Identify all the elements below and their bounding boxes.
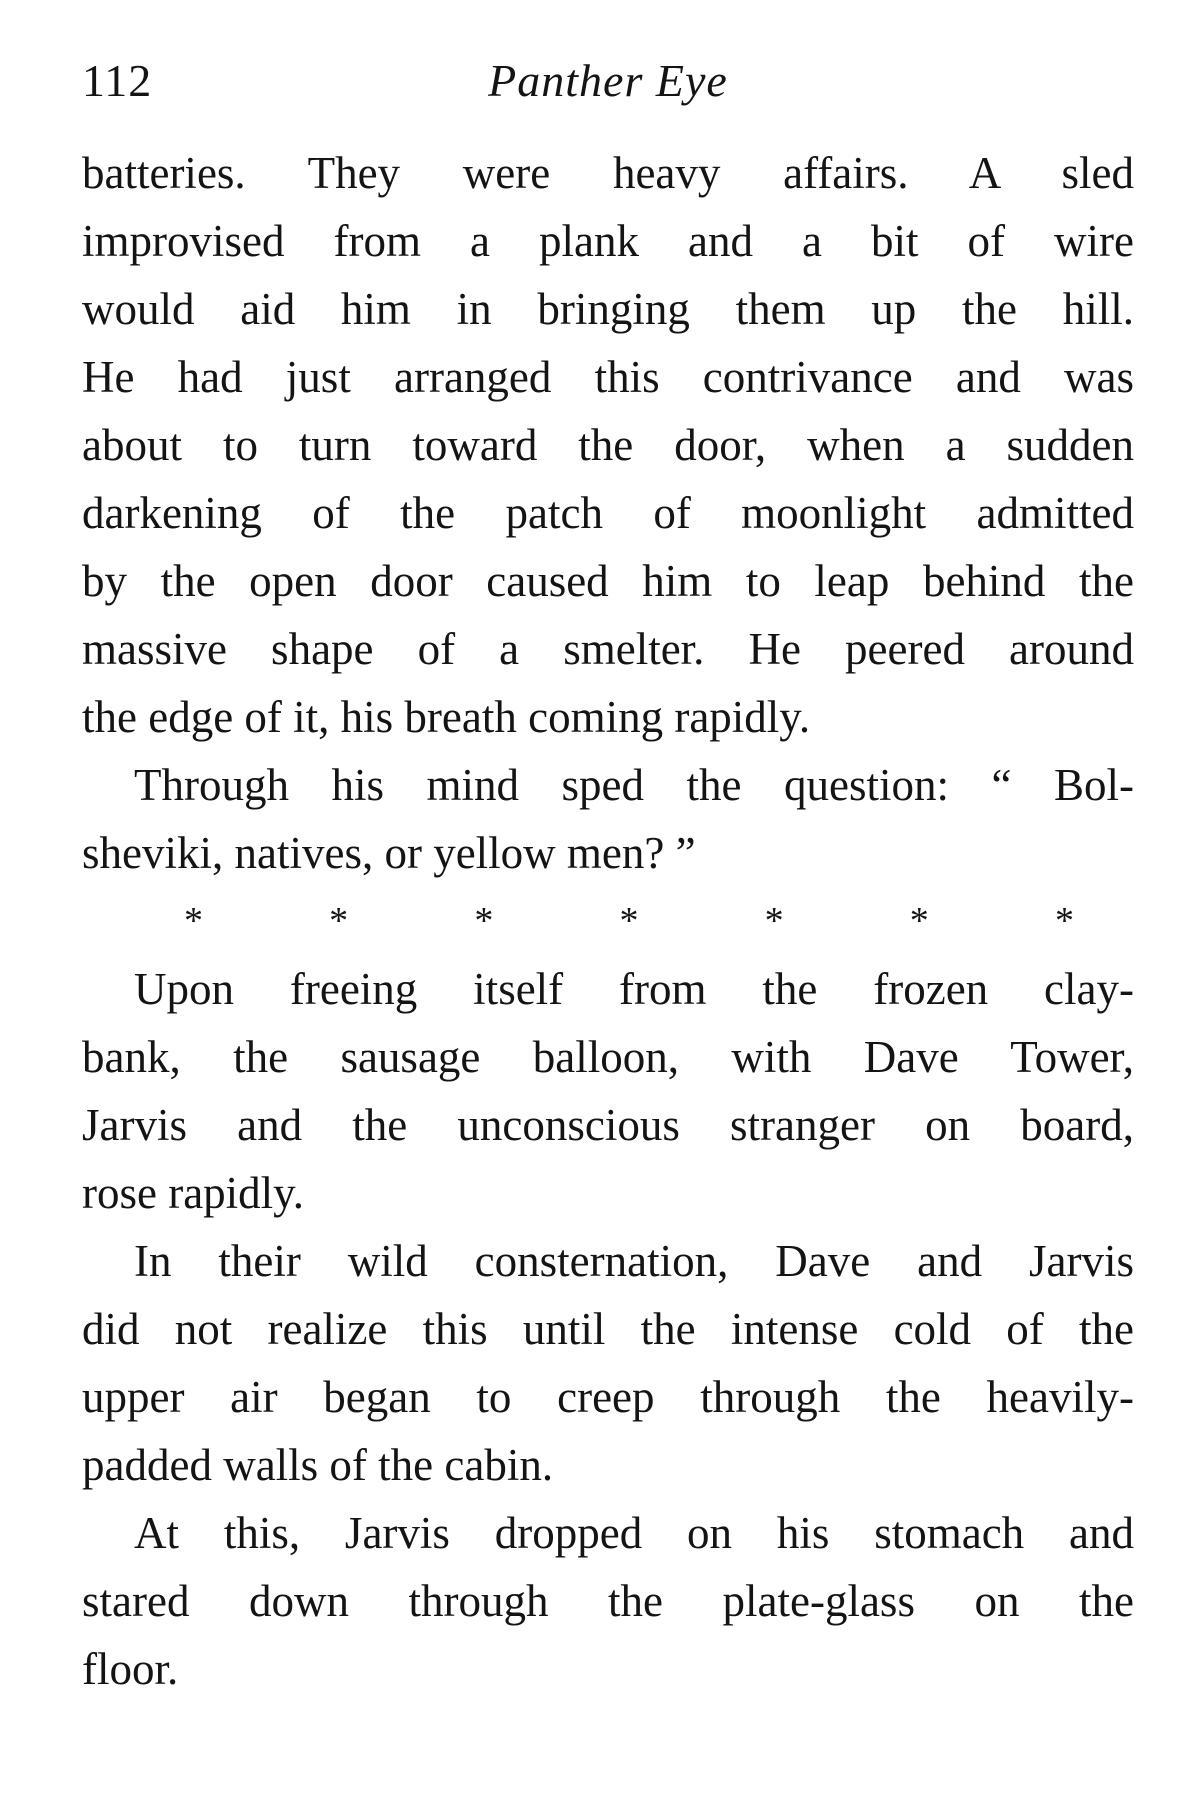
paragraph — [82, 751, 1134, 887]
text-line: upper air began to creep through the heavily- — [82, 1372, 1134, 1422]
text-line: At this, Jarvis dropped on his stomach and — [134, 1508, 1134, 1558]
body-text — [82, 139, 1134, 1703]
running-title: Panther Eye — [488, 55, 728, 106]
section-break — [82, 887, 1134, 955]
text-line: floor. — [82, 1644, 179, 1694]
section-break-asterisk: * — [1054, 900, 1074, 942]
text-line: improvised from a plank and a bit of wire — [82, 216, 1134, 266]
text-line: Upon freeing itself from the frozen clay- — [134, 964, 1134, 1014]
text-line: Jarvis and the unconscious stranger on board, — [82, 1100, 1134, 1150]
text-line: batteries. They were heavy affairs. A sled — [82, 148, 1134, 198]
section-break-asterisk: * — [329, 900, 349, 942]
text-line: darkening of the patch of moonlight admitted — [82, 488, 1134, 538]
paragraph — [82, 1499, 1134, 1703]
text-line: about to turn toward the door, when a sudden — [82, 420, 1134, 470]
text-line: did not realize this until the intense cold of the — [82, 1304, 1134, 1354]
section-break-asterisk: * — [474, 900, 494, 942]
paragraph — [82, 955, 1134, 1227]
section-break-asterisk: * — [619, 900, 639, 942]
paragraph — [82, 1227, 1134, 1499]
text-line: bank, the sausage balloon, with Dave Tower, — [82, 1032, 1134, 1082]
text-line: padded walls of the cabin. — [82, 1440, 554, 1490]
text-line: the edge of it, his breath coming rapidly. — [82, 692, 811, 742]
text-line: would aid him in bringing them up the hill. — [82, 284, 1134, 334]
section-break-asterisk: * — [909, 900, 929, 942]
paragraph — [82, 139, 1134, 751]
page-header — [82, 46, 1134, 116]
text-line: stared down through the plate-glass on the — [82, 1576, 1134, 1626]
text-line: In their wild consternation, Dave and Jarvis — [134, 1236, 1134, 1286]
text-line: He had just arranged this contrivance and was — [82, 352, 1134, 402]
text-line: sheviki, natives, or yellow men? ” — [82, 828, 696, 878]
text-line: massive shape of a smelter. He peered around — [82, 624, 1134, 674]
text-line: rose rapidly. — [82, 1168, 305, 1218]
page-number: 112 — [82, 55, 153, 106]
text-line: Through his mind sped the question: “ Bol- — [134, 760, 1134, 810]
text-line: by the open door caused him to leap behind the — [82, 556, 1134, 606]
section-break-asterisk: * — [184, 900, 203, 942]
section-break-asterisk: * — [764, 900, 784, 942]
